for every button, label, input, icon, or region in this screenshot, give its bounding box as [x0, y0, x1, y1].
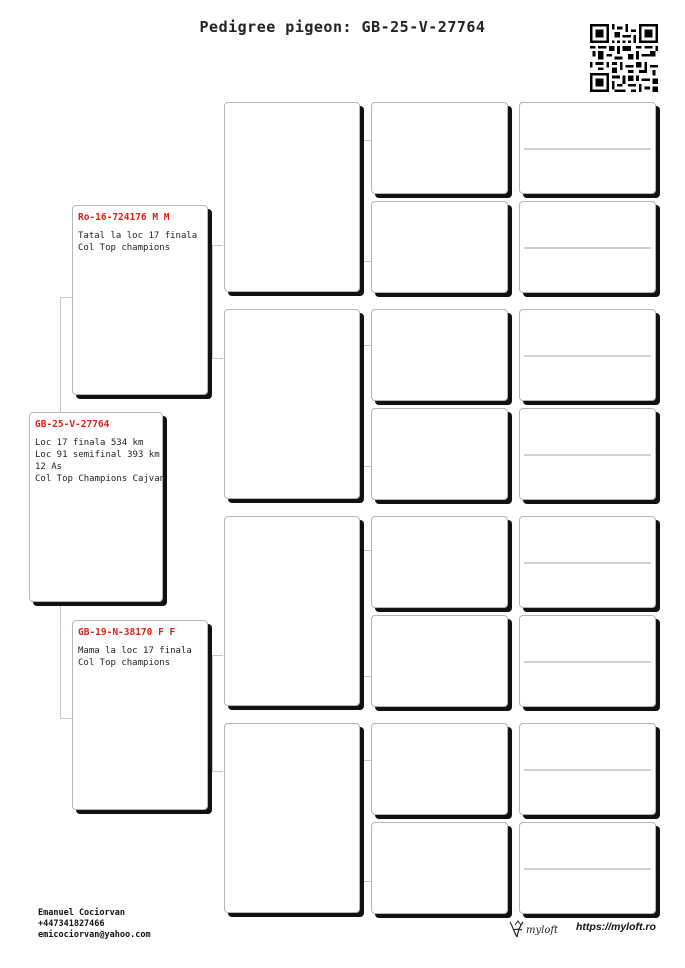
ggg-card[interactable]: [519, 822, 656, 914]
subject-card[interactable]: [29, 412, 166, 602]
sire-card[interactable]: [72, 205, 208, 395]
ggg-card[interactable]: [519, 723, 656, 815]
grandparent-card[interactable]: [224, 102, 360, 292]
dam-card[interactable]: [72, 620, 208, 810]
qr-code: [590, 24, 658, 92]
ggg-card[interactable]: [519, 615, 656, 707]
grandparent-card[interactable]: [224, 309, 360, 499]
sire-ring: Ro-16-724176 M M: [78, 212, 170, 223]
great-grandparent-card[interactable]: [371, 723, 508, 815]
grandparent-card[interactable]: [224, 723, 360, 913]
brand-url-link[interactable]: https://myloft.ro: [576, 921, 656, 933]
card-divider: [524, 562, 651, 564]
grandparent-card[interactable]: [224, 516, 360, 706]
ggg-card[interactable]: [519, 408, 656, 500]
great-grandparent-card[interactable]: [371, 201, 508, 293]
connector-gen2-1: [362, 140, 371, 262]
breeder-name: Emanuel Cociorvan: [38, 908, 125, 918]
card-divider: [524, 148, 651, 150]
dam-notes: Mama la loc 17 finala Col Top champions: [78, 646, 192, 668]
subject-ring: GB-25-V-27764: [35, 419, 110, 430]
breeder-email[interactable]: emicociorvan@yahoo.com: [38, 930, 151, 940]
ggg-card[interactable]: [519, 201, 656, 293]
subject-notes: Loc 17 finala 534 km Loc 91 semifinal 393 km 12 As Col Top Champions Cajvan: [35, 438, 166, 484]
great-grandparent-card[interactable]: [371, 516, 508, 608]
great-grandparent-card[interactable]: [371, 615, 508, 707]
brand: [508, 918, 663, 940]
connector-dam: [212, 655, 223, 772]
breeder-phone: +447341827466: [38, 919, 105, 929]
ggg-card[interactable]: [519, 309, 656, 401]
connector-gen2-3: [362, 550, 371, 677]
great-grandparent-card[interactable]: [371, 309, 508, 401]
card-divider: [524, 661, 651, 663]
breeder-contact: [38, 908, 151, 941]
dam-ring: GB-19-N-38170 F F: [78, 627, 176, 638]
connector-sire: [212, 245, 223, 359]
card-divider: [524, 868, 651, 870]
great-grandparent-card[interactable]: [371, 822, 508, 914]
sire-notes: Tatal la loc 17 finala Col Top champions: [78, 231, 198, 253]
ggg-card[interactable]: [519, 516, 656, 608]
ggg-card[interactable]: [519, 102, 656, 194]
card-divider: [524, 355, 651, 357]
card-divider: [524, 454, 651, 456]
card-divider: [524, 247, 651, 249]
great-grandparent-card[interactable]: [371, 408, 508, 500]
great-grandparent-card[interactable]: [371, 102, 508, 194]
myloft-logo: [508, 918, 570, 940]
connector-gen2-2: [362, 345, 371, 467]
connector-gen2-4: [362, 760, 371, 882]
card-divider: [524, 769, 651, 771]
brand-name: myloft: [526, 925, 559, 936]
page-title: Pedigree pigeon: GB-25-V-27764: [199, 18, 486, 36]
